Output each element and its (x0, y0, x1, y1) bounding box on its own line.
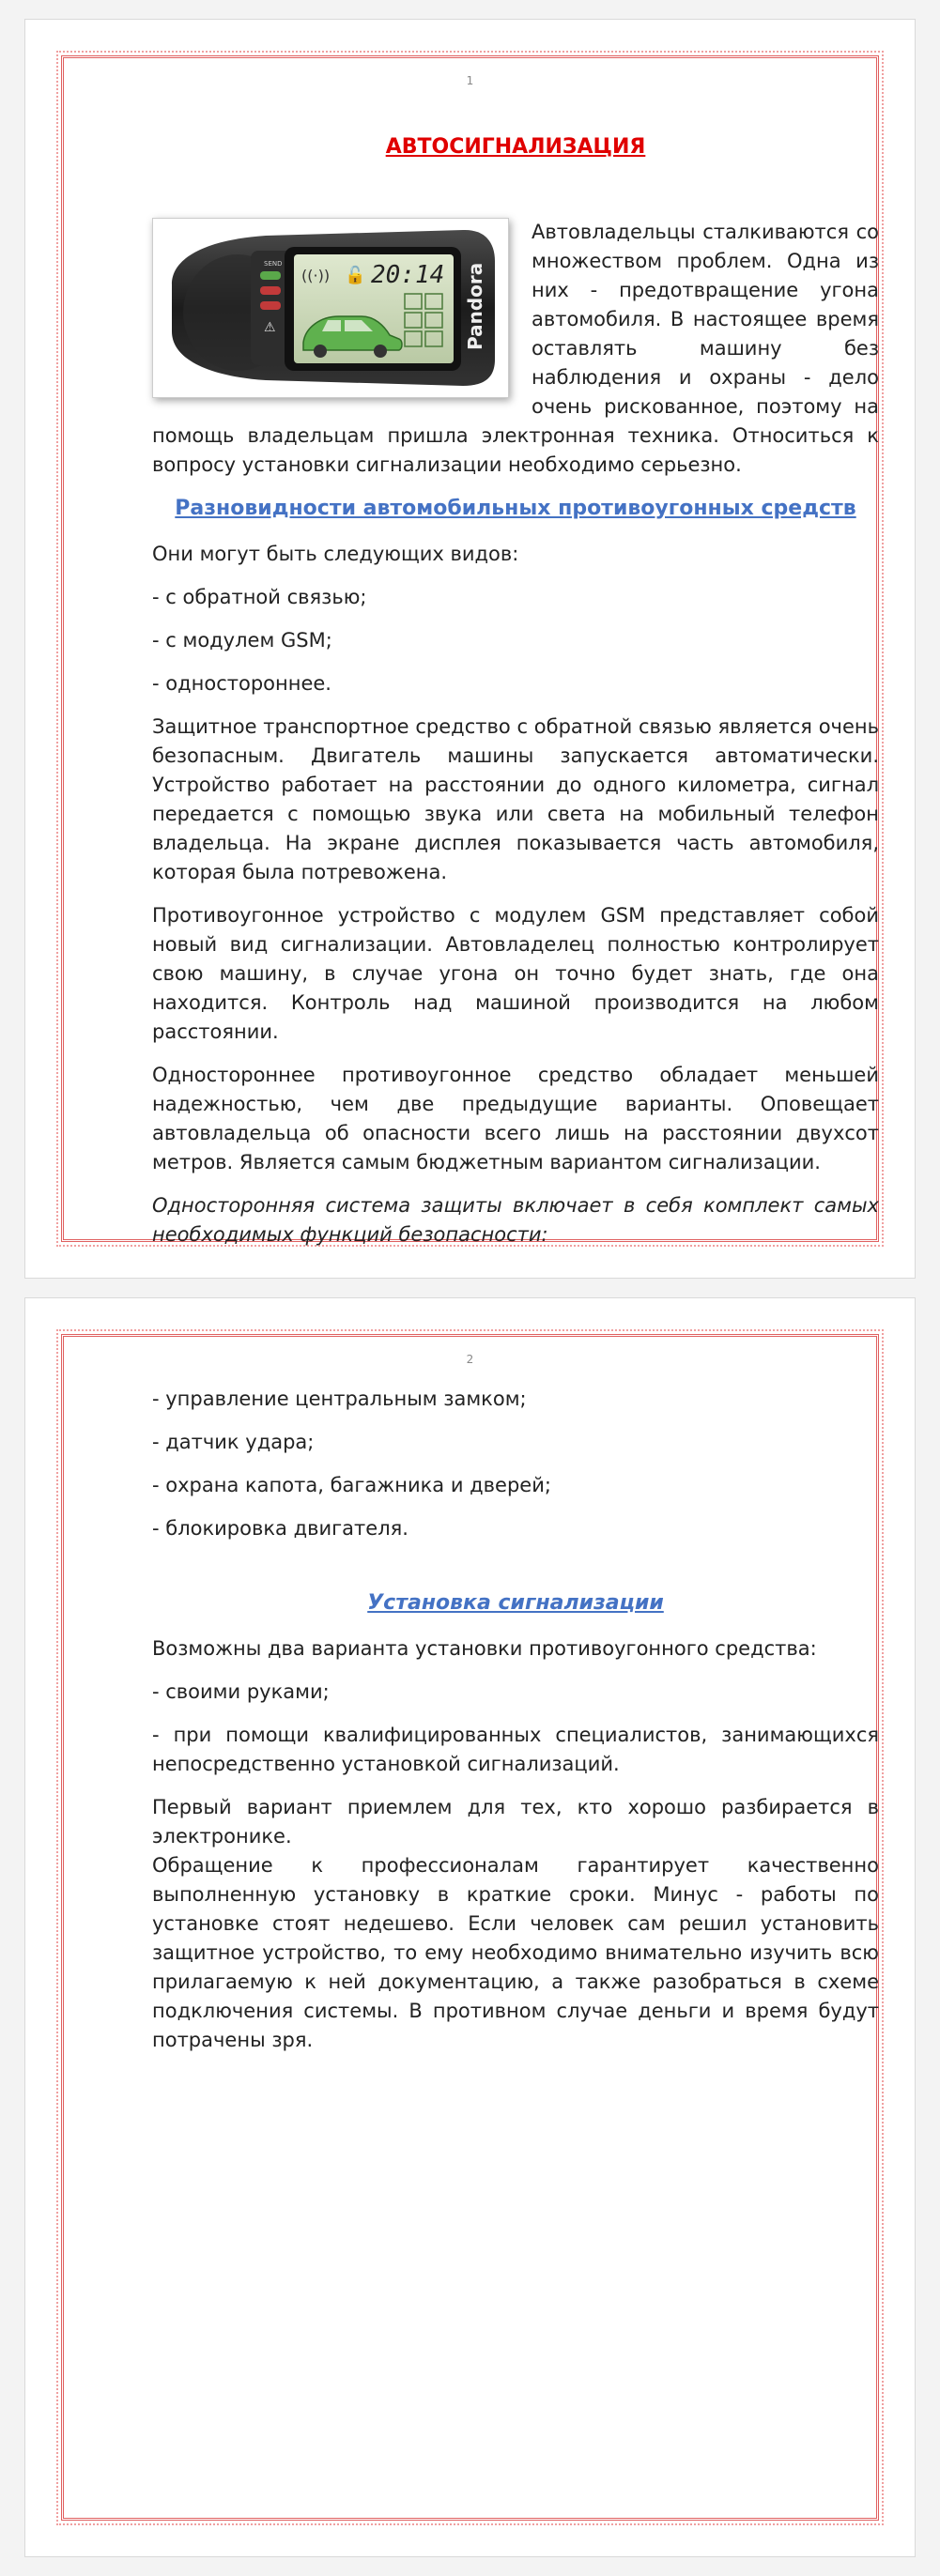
paragraph-gsm: Противоугонное устройство с модулем GSM представляет собой новый вид сигнализации. Автовладелец полностью контролирует свою машину, в случае угона он точно будет знать, где она находится. Контроль над машиной производится на любом расстоянии. (152, 904, 879, 1043)
page-number: 2 (466, 1353, 474, 1366)
page-content (152, 114, 879, 1264)
intro-paragraph: Автовладельцы сталкиваются со множеством проблем. Одна из них - предотвращение угона автомобиля. В настоящее время оставлять машину без наблюдения и охраны - дело очень рискованное, поэтому на помощь владельцам пришла электронная техника. Относиться к вопросу установки сигнализации необходимо серьезно. (152, 221, 879, 476)
antenna-icon: ((·)) (301, 267, 331, 284)
paragraph-functions-intro: Односторонняя система защиты включает в себя комплект самых необходимых функций безопасности: (152, 1194, 879, 1246)
lock-icon: 🔓 (345, 266, 366, 285)
keyfob-red-button-2 (260, 301, 281, 310)
section-heading-types: Разновидности автомобильных противоугонных средств (175, 497, 856, 520)
paragraph-one-way: Одностороннее противоугонное средство обладает меньшей надежностью, чем две предыдущие варианты. Оповещает автовладельца об опасности всего лишь на расстоянии двухсот метров. Является самым бюджетным вариантом сигнализации. (152, 1064, 879, 1173)
list-item: - одностороннее. (152, 672, 331, 695)
list-item: - с модулем GSM; (152, 629, 332, 652)
types-lead: Они могут быть следующих видов: (152, 543, 519, 565)
keyfob-send-label: SEND (264, 260, 283, 268)
list-item: - при помощи квалифицированных специалистов, занимающихся непосредственно установкой сигнализаций. (152, 1724, 879, 1775)
list-item: - датчик удара; (152, 1431, 315, 1453)
keyfob-brand-logo: Pandora (464, 262, 486, 350)
document-title: АВТОСИГНАЛИЗАЦИЯ (385, 135, 646, 159)
paragraph-feedback: Защитное транспортное средство с обратной связью является очень безопасным. Двигатель машины запускается автоматически. Устройство работает на расстоянии до одного километра, сигнал передается с помощью звука или света на мобильный телефон владельца. На экране дисплея показывается часть автомобиля, которая была потревожена. (152, 715, 879, 883)
car-alarm-keyfob-image (152, 218, 509, 398)
paragraph-professionals: Обращение к профессионалам гарантирует качественно выполненную установку в краткие сроки. Минус - работы по установке стоят недешево. Если человек сам решил установить защитное устройство, то ему необходимо внимательно изучить всю прилагаемую к ней документацию, а также разобраться в схеме подключения системы. В противном случае деньги и время будут потрачены зря. (152, 1854, 879, 2051)
section-heading-installation: Установка сигнализации (367, 1591, 664, 1615)
keyfob-clock: 20:14 (371, 261, 445, 289)
page-number: 1 (466, 74, 474, 87)
list-item: - управление центральным замком; (152, 1388, 527, 1410)
document-page-1 (24, 19, 916, 1279)
warning-icon: ⚠ (264, 320, 276, 335)
list-item: - охрана капота, багажника и дверей; (152, 1474, 551, 1496)
list-item: - блокировка двигателя. (152, 1517, 408, 1540)
list-item: - с обратной связью; (152, 586, 367, 608)
installation-lead: Возможны два варианта установки противоугонного средства: (152, 1637, 817, 1660)
page-content (152, 1385, 879, 2069)
list-item: - своими руками; (152, 1680, 330, 1703)
keyfob-illustration (153, 219, 508, 397)
paragraph-first-option: Первый вариант приемлем для тех, кто хорошо разбирается в электронике. (152, 1796, 879, 1848)
keyfob-red-button (260, 286, 281, 295)
keyfob-green-button (260, 271, 281, 280)
document-page-2 (24, 1297, 916, 2557)
